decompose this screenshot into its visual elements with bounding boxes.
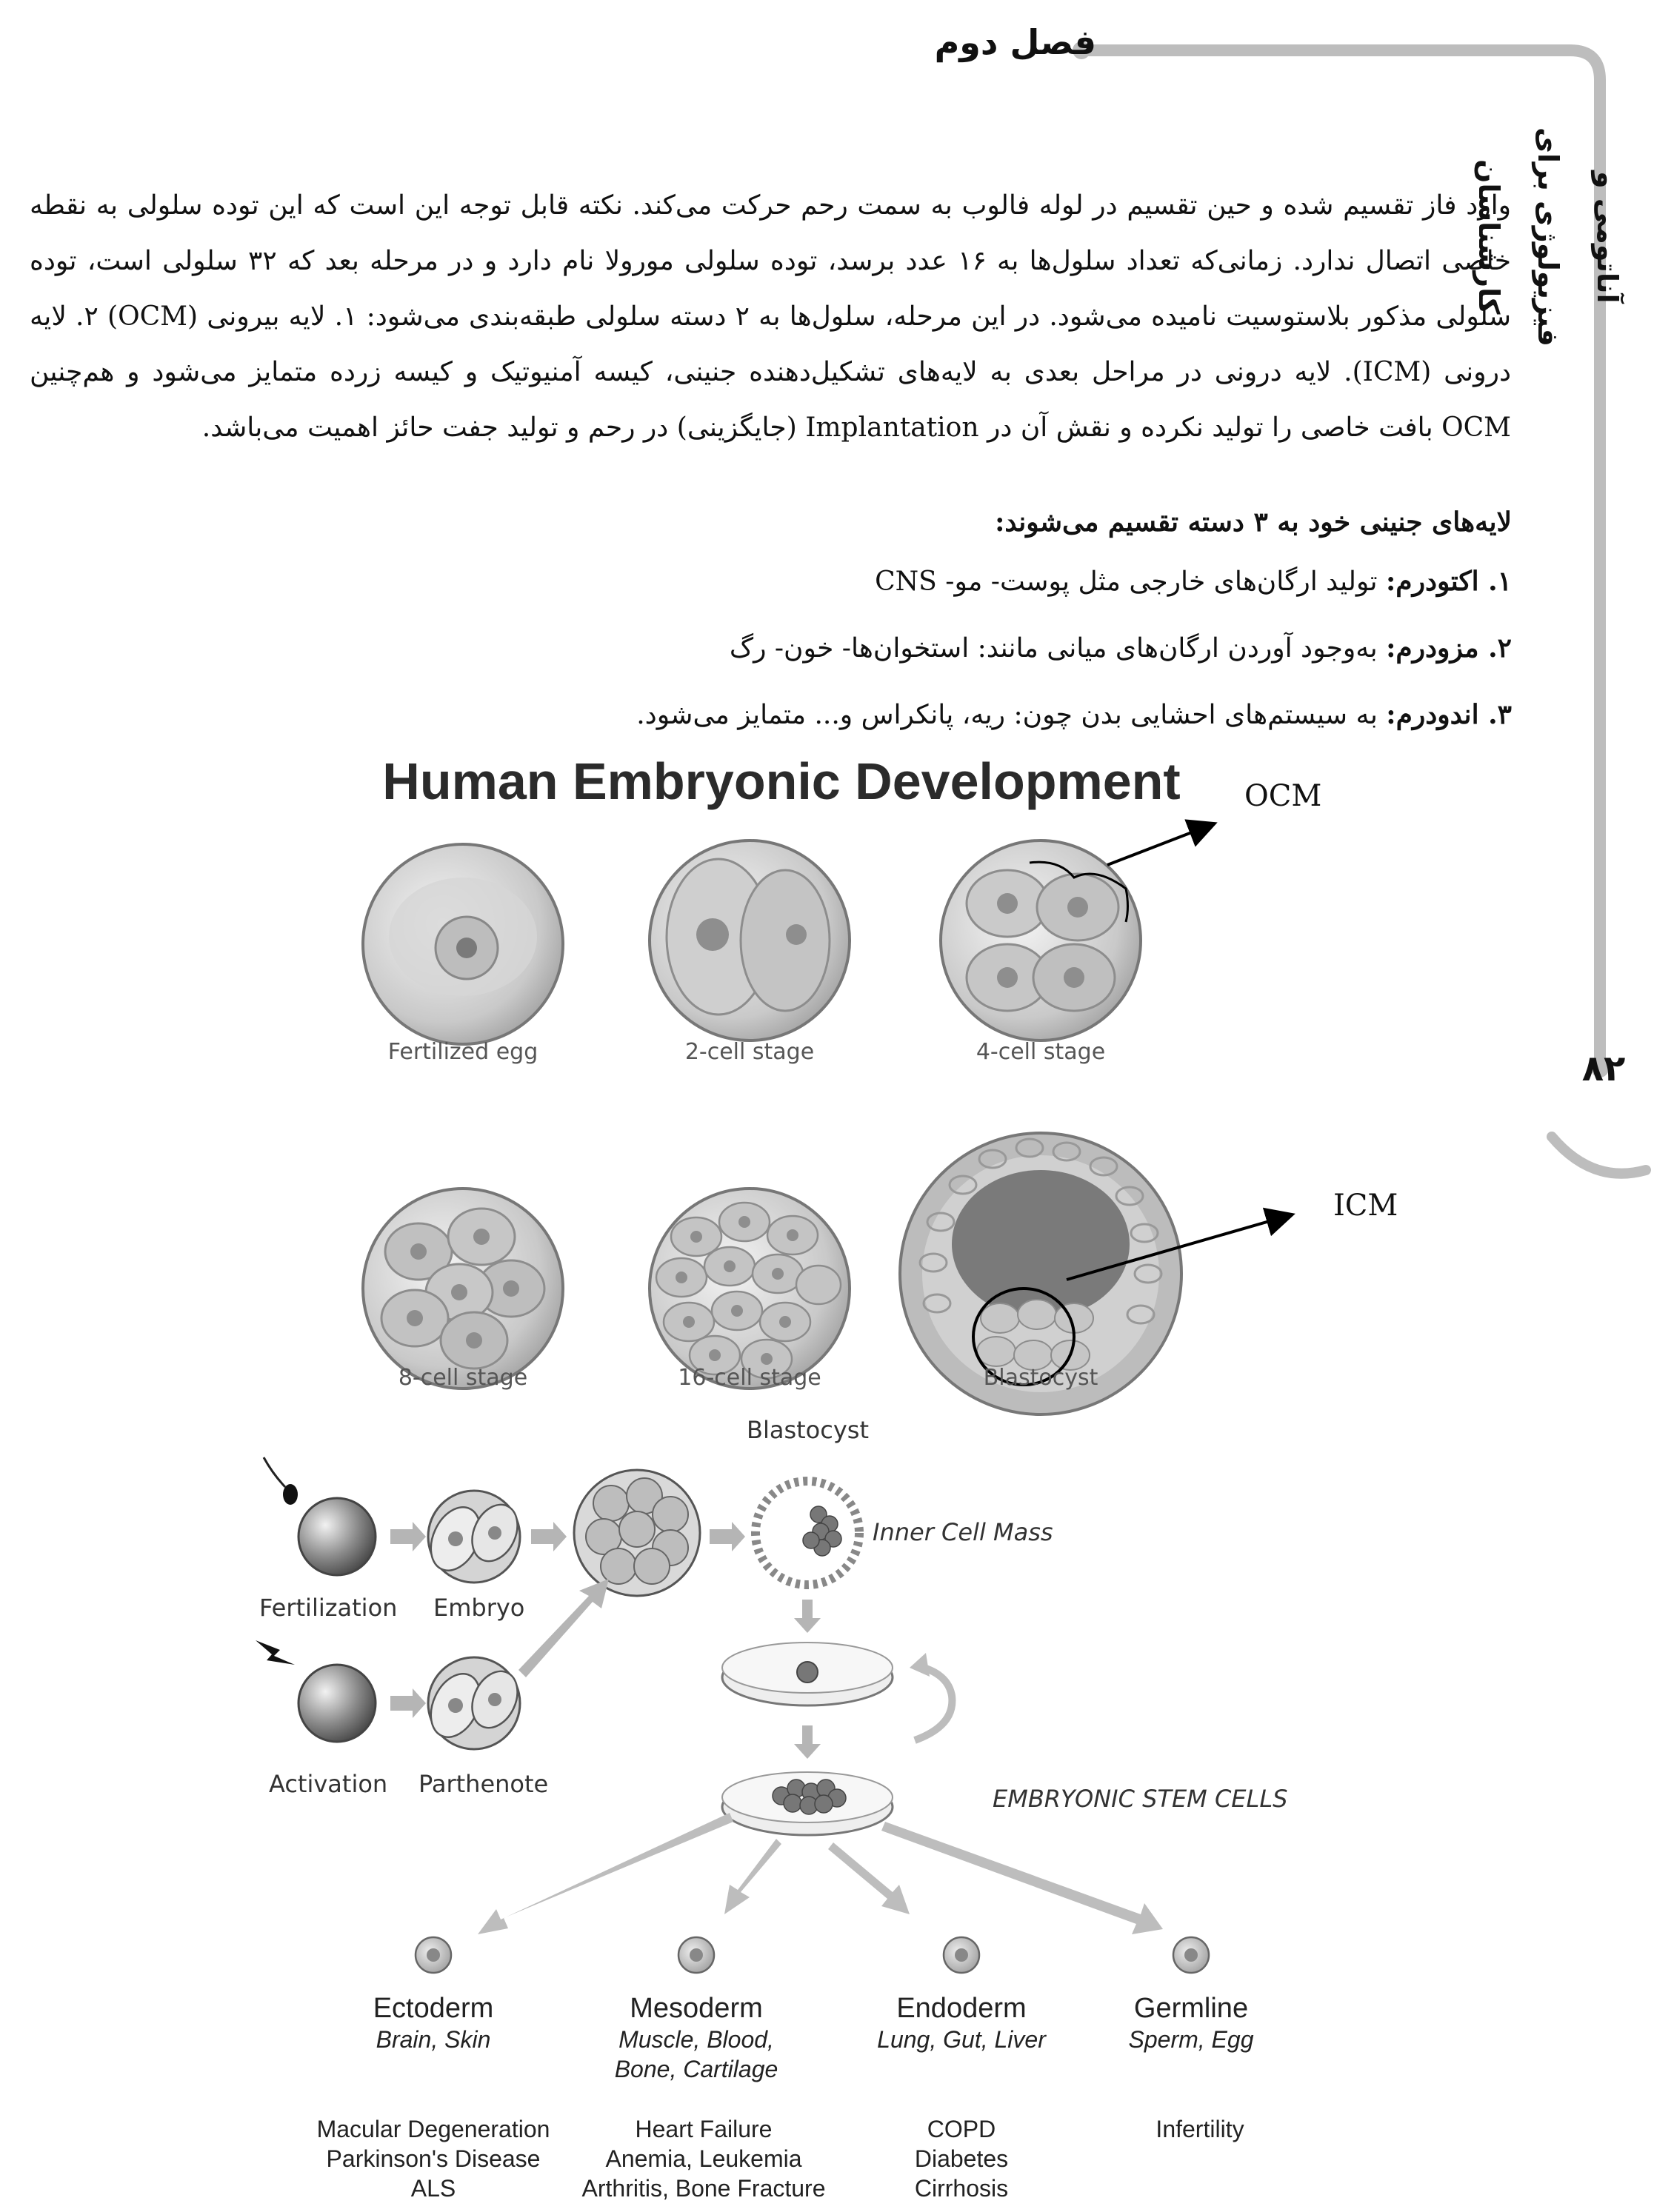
germ-layer-desc: Lung, Gut, Liver [877,2026,1046,2053]
label-parthenote: Parthenote [418,1770,549,1798]
list-item-term: ۳. اندودرم: [1386,699,1512,730]
germ-layer-endoderm [828,1992,1095,2054]
disease-item: Infertility [1156,2116,1244,2142]
label-blastocyst: Blastocyst [747,1416,869,1444]
germ-layer-desc: Muscle, Blood, [618,2026,774,2053]
stage-label-fertilized-egg: Fertilized egg [387,1039,538,1065]
callout-icm: ICM [1333,1189,1398,1223]
label-fertilization: Fertilization [259,1594,398,1622]
body-paragraph: وارد فاز تقسیم شده و حین تقسیم در لوله فالوب به سمت رحم حرکت می‌کند. نکته قابل توجه این است که این توده سلولی به نقطه خاصی اتصال ندارد. زمانی‌که تعداد سلول‌ها به ۱۶ عدد برسد، توده سلولی مورولا نام دارد و در مرحله بعد که ۳۲ سلولی است، توده سلولی مذکور بلاستوسیت نامیده می‌شود. در این مرحله، سلول‌ها به ۲ دسته سلولی طبقه‌بندی می‌شود: ۱. لایه بیرونی (OCM) ۲. لایه درونی (ICM). لایه درونی در مراحل بعدی به لایه‌های تشکیل‌دهنده جنینی، کیسه آمنیوتیک و کیسه زرده متمایز می‌شود و هم‌چنین OCM بافت خاصی را تولید نکرده و نقش آن در Implantation (جایگزینی) در رحم و تولید جفت حائز اهمیت می‌باشد. [30,190,1512,443]
germ-layer-name: Ectoderm [373,1993,494,2024]
diseases-ectoderm [285,2114,581,2203]
list-item-text: به سیستم‌های احشایی بدن چون: ریه، پانکراس و... متمایز می‌شود. [636,700,1387,730]
germ-layer-ectoderm [300,1992,567,2054]
label-inner-cell-mass: Inner Cell Mass [873,1518,1053,1546]
germ-layers-heading: لایه‌های جنینی خود به ۳ دسته تقسیم می‌شوند: [995,507,1512,538]
germ-layer-germline [1058,1992,1324,2054]
disease-item: Macular Degeneration [316,2116,550,2142]
callout-ocm: OCM [1244,779,1322,813]
germ-layer-desc: Bone, Cartilage [614,2056,778,2082]
disease-item: Arthritis, Bone Fracture [581,2175,826,2202]
germ-layer-desc: Brain, Skin [376,2026,491,2053]
list-item-text: تولید ارگان‌های خارجی مثل پوست- مو- CNS [875,567,1386,597]
germ-layer-name: Germline [1133,1993,1249,2024]
book-title-vertical: آناتومی و فیزیولوژی برای کارشناسان [1473,127,1624,347]
disease-item: Anemia, Leukemia [605,2145,802,2172]
list-item-term: ۱. اکتودرم: [1385,566,1512,597]
disease-item: ALS [410,2175,456,2202]
germ-layer-name: Endoderm [896,1993,1027,2024]
disease-item: Heart Failure [635,2116,773,2142]
label-activation: Activation [269,1770,388,1798]
chapter-title: فصل دوم [934,22,1096,62]
diseases-germline [1052,2114,1348,2144]
stage-label-2-cell: 2-cell stage [684,1039,815,1065]
label-embryonic-stem-cells: EMBRYONIC STEM CELLS [993,1785,1288,1813]
disease-item: Parkinson's Disease [326,2145,541,2172]
disease-item: Diabetes [914,2145,1009,2172]
germ-layer-mesoderm [563,1992,830,2084]
disease-item: COPD [927,2116,996,2142]
list-item-text: به‌وجود آوردن ارگان‌های میانی مانند: استخوان‌ها- خون- رگ [729,633,1387,664]
stage-label-4-cell: 4-cell stage [976,1039,1106,1065]
stage-label-8-cell: 8-cell stage [398,1365,528,1391]
diseases-mesoderm [556,2114,852,2203]
stage-label-16-cell: 16-cell stage [678,1365,821,1391]
germ-layer-desc: Sperm, Egg [1128,2026,1254,2053]
stage-label-blastocyst: Blastocyst [983,1365,1098,1391]
page-number: ۸۲ [1581,1048,1626,1089]
label-embryo: Embryo [433,1594,525,1622]
list-item-term: ۲. مزودرم: [1386,632,1512,664]
germ-layer-name: Mesoderm [630,1993,763,2024]
figure1-title: Human Embryonic Development [382,752,1181,810]
disease-item: Cirrhosis [914,2175,1009,2202]
